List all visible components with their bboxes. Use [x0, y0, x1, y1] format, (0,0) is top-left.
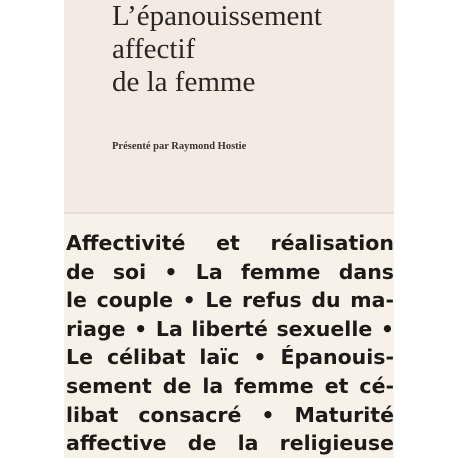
title-line: L’épanouissement	[112, 0, 322, 32]
title-line: affectif	[112, 33, 196, 65]
book-cover	[64, 0, 394, 458]
summary-line: affective de la religieuse	[66, 431, 394, 456]
summary-line: riage • La liberté sexuelle •	[66, 316, 394, 341]
contents-summary	[66, 229, 394, 458]
presenter-credit: Présenté par Raymond Hostie	[112, 141, 247, 152]
book-title	[112, 0, 322, 99]
summary-line: libat consacré • Maturité	[66, 402, 394, 427]
summary-line: Affectivité et réalisation	[66, 231, 394, 255]
title-line: de la femme	[112, 66, 256, 98]
summary-line: de soi • La femme dans	[66, 259, 394, 284]
summary-line: sement de la femme et cé-	[66, 373, 394, 398]
summary-line: Le célibat laïc • Épanouis-	[66, 345, 394, 370]
summary-line: le couple • Le refus du ma-	[66, 288, 394, 313]
